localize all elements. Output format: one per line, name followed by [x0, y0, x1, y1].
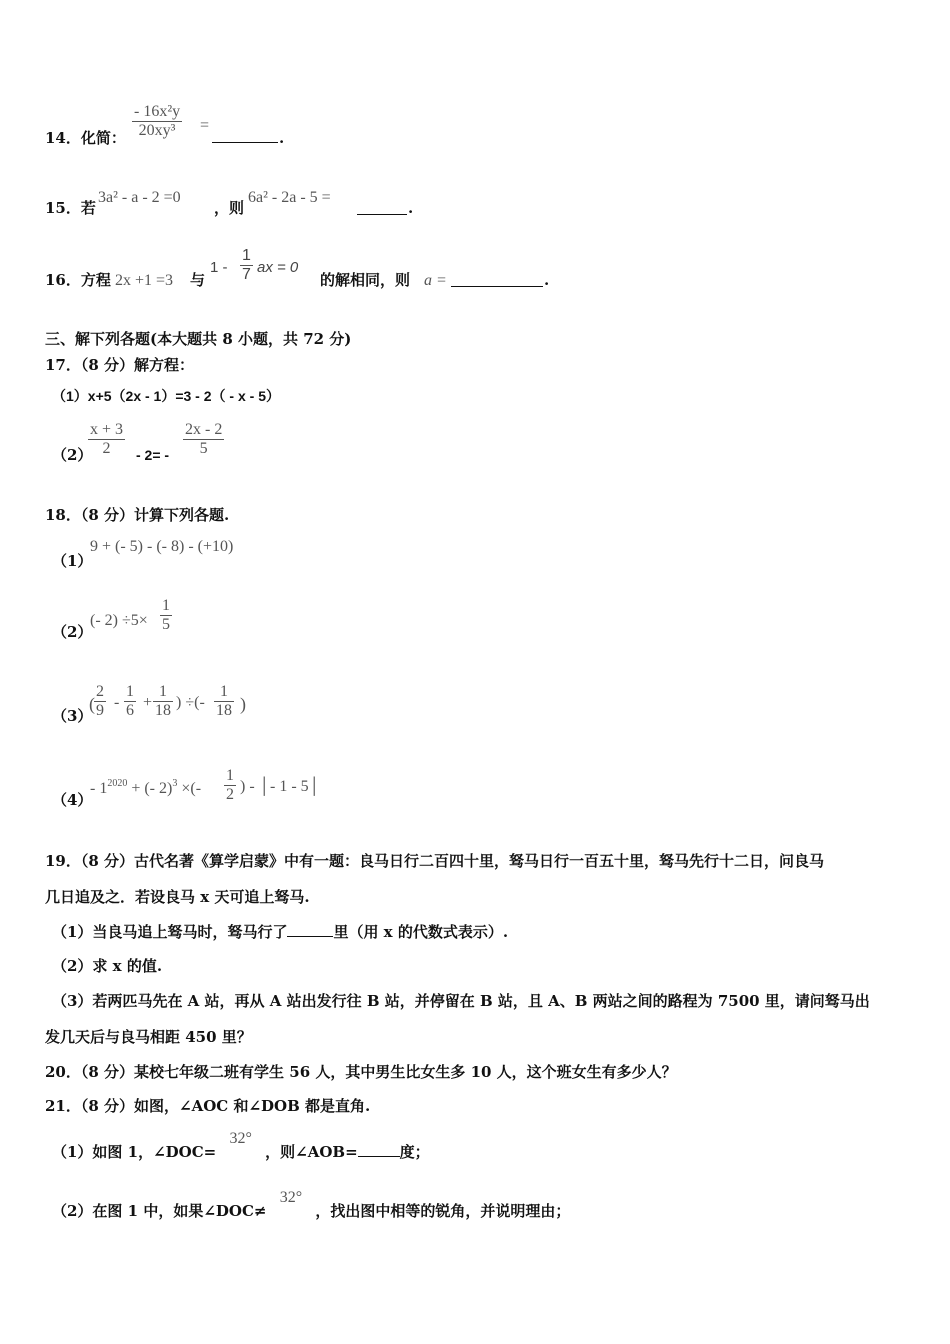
q18-p3-d3: 18 — [155, 702, 171, 719]
q18-part2-expr: (- 2) ÷5× — [90, 612, 148, 629]
q14-numerator: - 16x²y — [134, 103, 181, 120]
q17-fraction1 — [88, 421, 125, 458]
q19-part3-line1: （3）若两匹马先在 A 站，再从 A 站出发行往 B 站，并停留在 B 站，且 A、B 两站之间的路程为 7500 里，请问驽马出 — [52, 992, 870, 1010]
q15-answer-blank[interactable] — [357, 200, 407, 215]
q21-part2-a: （2）在图 1 中，如果∠DOC≠ — [52, 1202, 267, 1220]
q19-part1-b: 里（用 x 的代数式表示）. — [333, 923, 509, 941]
q18-p4-sup2: 3 — [172, 778, 178, 789]
q16-eq2-end: ax = 0 — [257, 259, 299, 276]
q20-text: 20．（8 分）某校七年级二班有学生 56 人，其中男生比女生多 10 人，这个班女生有多少人？ — [45, 1063, 677, 1081]
q14-label: 14．化简： — [45, 129, 126, 147]
q19-part2: （2）求 x 的值. — [52, 957, 163, 975]
q16-eq2-start: 1 - — [210, 259, 228, 276]
q18-p3-n1: 2 — [96, 683, 104, 700]
q16-label: 16．方程 — [45, 271, 111, 289]
q21-part1-blank[interactable] — [358, 1142, 400, 1157]
q17-frac1-num: x + 3 — [90, 421, 124, 438]
q18-p3-frac1 — [94, 683, 106, 720]
q16-numerator: 1 — [242, 247, 251, 264]
q19-part1-blank[interactable] — [287, 922, 333, 937]
q19-part1-a: （1）当良马追上驽马时，驽马行了 — [52, 923, 288, 941]
q19-part1 — [52, 922, 508, 942]
q18-p3-close: ) — [240, 694, 246, 714]
q19-line1: 19．（8 分）古代名著《算学启蒙》中有一题：良马日行二百四十里，驽马日行一百五十里，驽马先行十二日，问良马 — [45, 852, 825, 870]
q18-part3-label: （3） — [52, 707, 93, 725]
q21-part1 — [52, 1130, 430, 1163]
q21-text: 21．（8 分）如图，∠AOC 和∠DOB 都是直角. — [45, 1097, 371, 1115]
q21-part1-angle: 32° — [229, 1130, 252, 1147]
q18-part4-label: （4） — [52, 791, 93, 809]
q18-p2-num: 1 — [162, 597, 170, 614]
q16-denominator: 7 — [242, 266, 251, 283]
q18-p4-sup1: 2020 — [107, 778, 128, 789]
q18-p4-d: 2 — [226, 786, 234, 803]
section3-title: 三、解下列各题(本大题共 8 小题，共 72 分) — [45, 330, 352, 348]
q14-answer-blank[interactable] — [212, 128, 278, 143]
q18-p2-den: 5 — [162, 616, 170, 633]
q16-with: 与 — [190, 271, 206, 289]
q15-then: ，则 — [214, 199, 245, 217]
q18-part4-expr-a — [90, 778, 201, 798]
q18-p3-mid: ) ÷(- — [176, 694, 205, 711]
q18-part2-fraction — [160, 597, 172, 634]
q16-fraction — [240, 247, 253, 284]
q18-p4-c: ×(- — [181, 780, 202, 797]
q18-part2-label: （2） — [52, 623, 93, 641]
q21-part2-angle: 32° — [279, 1189, 303, 1206]
q17-part1: （1）x+5（2x - 1）=3 - 2（ - x - 5） — [52, 388, 280, 404]
q18-p4-e: ) - │- 1 - 5│ — [240, 778, 320, 795]
q21-part1-a: （1）如图 1，∠DOC= — [52, 1143, 217, 1161]
q17-part2-label: （2） — [52, 446, 93, 464]
q18-p3-op2: + — [143, 694, 153, 711]
q17-frac1-den: 2 — [88, 439, 125, 458]
q18-p3-d2: 6 — [126, 702, 134, 719]
q17-fraction2 — [183, 421, 224, 458]
q14-end: . — [279, 129, 285, 147]
q18-part1-label: （1） — [52, 552, 93, 570]
q18-p3-n2: 1 — [126, 683, 134, 700]
q18-p3-frac2 — [124, 683, 136, 720]
q21-part1-b: ，则∠AOB= — [265, 1143, 358, 1161]
q15-condition: 3a² - a - 2 =0 — [98, 189, 181, 206]
q17-label: 17．（8 分）解方程： — [45, 356, 195, 374]
q18-p3-n3: 1 — [159, 683, 167, 700]
q16-text: 的解相同，则 — [320, 271, 411, 289]
q17-part2-mid: - 2= - — [136, 447, 170, 463]
q18-label: 18．（8 分）计算下列各题. — [45, 506, 230, 524]
q21-part2-b: ，找出图中相等的锐角，并说明理由； — [315, 1202, 571, 1220]
q16-end: . — [544, 271, 550, 289]
q21-part1-c: 度； — [399, 1143, 430, 1161]
q15-end: . — [408, 199, 414, 217]
q14-fraction — [132, 103, 182, 140]
q17-frac2-num: 2x - 2 — [185, 421, 223, 438]
q21-part2 — [52, 1189, 571, 1222]
q18-p4-a: - 1 — [90, 780, 108, 797]
q19-line2: 几日追及之．若设良马 x 天可追上驽马. — [45, 888, 310, 906]
q18-p3-d1: 9 — [96, 702, 104, 719]
q16-answer-blank[interactable] — [451, 272, 543, 287]
q16-variable: a = — [424, 272, 447, 289]
q18-p4-b: + (- 2) — [131, 780, 173, 797]
q17-frac2-den: 5 — [183, 439, 224, 458]
q18-p3-frac4 — [214, 683, 234, 720]
q18-p4-n: 1 — [226, 767, 234, 784]
q15-expression: 6a² - 2a - 5 = — [248, 189, 331, 206]
q15-label: 15．若 — [45, 199, 96, 217]
q19-part3-line2: 发几天后与良马相距 450 里？ — [45, 1028, 252, 1046]
q18-p3-frac3 — [153, 683, 173, 720]
q14-denominator: 20xy³ — [132, 121, 182, 140]
q18-part1-expr: 9 + (- 5) - (- 8) - (+10) — [90, 538, 234, 555]
q18-p4-fraction — [224, 767, 236, 804]
q18-p3-open: ( — [89, 694, 95, 714]
q18-p3-n4: 1 — [220, 683, 228, 700]
q18-p3-d4: 18 — [216, 702, 232, 719]
q18-p3-op1: - — [114, 694, 120, 711]
q14-equals: = — [200, 117, 210, 134]
q16-equation1: 2x +1 =3 — [115, 272, 174, 289]
